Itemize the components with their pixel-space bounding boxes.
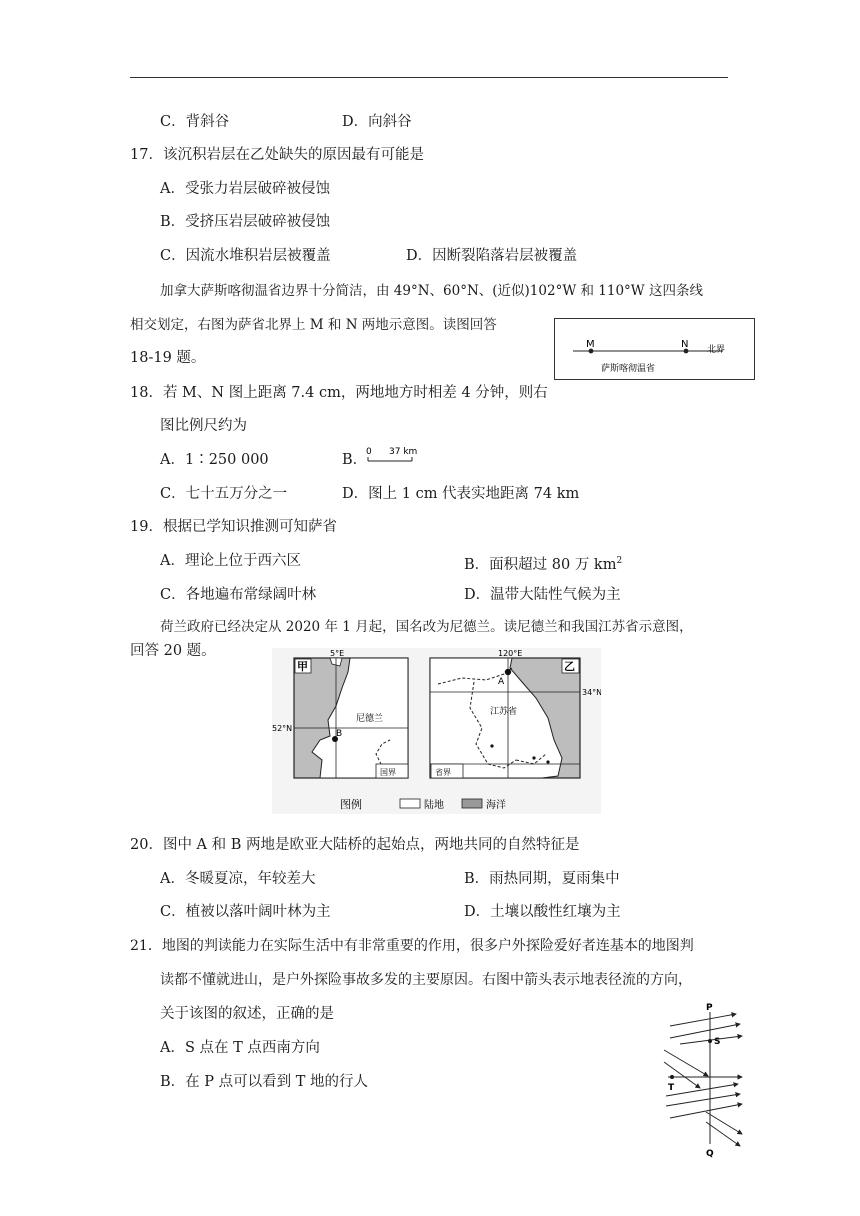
q19-option-c: C．各地遍布常绿阔叶林 — [160, 587, 317, 603]
q18-stem-line2: 图比例尺约为 — [160, 418, 247, 434]
runoff-arrows — [664, 1014, 742, 1146]
q17-option-b: B．受挤压岩层破碎被侵蚀 — [160, 214, 331, 230]
q21-option-b: B．在 P 点可以看到 T 地的行人 — [160, 1074, 369, 1090]
q21-option-a: A．S 点在 T 点西南方向 — [160, 1040, 320, 1056]
point-a-marker — [505, 669, 511, 675]
left-map-longitude: 5°E — [330, 649, 345, 658]
q17-option-d: D．因断裂陷落岩层被覆盖 — [406, 248, 578, 264]
left-map-legend-border: 国界 — [380, 768, 396, 777]
maps-figure — [272, 648, 601, 814]
intro18-line3: 18-19 题。 — [130, 350, 206, 366]
point-p-label: P — [706, 1003, 713, 1013]
runoff-arrow-figure — [656, 1000, 760, 1160]
q18-option-d: D．图上 1 cm 代表实地距离 74 km — [342, 486, 580, 502]
intro20-line2: 回答 20 题。 — [130, 643, 216, 659]
q19-stem: 19．根据已学知识推测可知萨省 — [130, 519, 337, 535]
intro18-line2: 相交划定，右图为萨省北界上 M 和 N 两地示意图。读图回答 — [130, 317, 497, 333]
legend-land-swatch — [400, 799, 420, 808]
left-map-latitude: 52°N — [272, 724, 293, 733]
q20-stem: 20．图中 A 和 B 两地是欧亚大陆桥的起始点，两地共同的自然特征是 — [130, 837, 580, 853]
q20-option-b: B．雨热同期，夏雨集中 — [464, 871, 620, 887]
intro18-line1: 加拿大萨斯喀彻温省边界十分简洁，由 49°N、60°N、(近似)102°W 和 110°W 这四条线 — [160, 283, 703, 299]
q19-option-d: D．温带大陆性气候为主 — [464, 587, 621, 603]
q19-option-a: A．理论上位于西六区 — [160, 553, 301, 569]
right-map-longitude: 120°E — [498, 649, 523, 658]
q20-option-d: D．土壤以酸性红壤为主 — [464, 904, 621, 920]
point-t-label: T — [668, 1083, 675, 1093]
legend-title: 图例 — [340, 798, 362, 811]
q18-option-b: B． — [342, 452, 368, 468]
maps-svg — [272, 648, 601, 814]
left-map-country: 尼德兰 — [356, 714, 384, 724]
q18-option-a: A．1∶250 000 — [160, 452, 269, 468]
q21-stem-line2: 读都不懂就进山，是户外探险事故多发的主要原因。右图中箭头表示地表径流的方向， — [160, 972, 692, 988]
right-map-province: 江苏省 — [490, 707, 518, 717]
right-map-latitude: 34°N — [582, 688, 601, 697]
right-map-tag: 乙 — [564, 660, 575, 673]
right-map-legend-border: 省界 — [435, 768, 451, 777]
q16-option-c: C．背斜谷 — [160, 114, 230, 130]
n-label: N — [681, 339, 689, 350]
legend-sea: 海洋 — [486, 800, 506, 811]
q20-option-a: A．冬暖夏凉，年较差大 — [160, 871, 316, 887]
city-dot — [532, 756, 535, 759]
scale-value: 37 km — [389, 447, 418, 457]
q18-option-c: C．七十五万分之一 — [160, 486, 288, 502]
q21-stem-line3: 关于该图的叙述，正确的是 — [160, 1006, 334, 1022]
legend-sea-swatch — [462, 799, 482, 808]
q17-option-a: A．受张力岩层破碎被侵蚀 — [160, 181, 330, 197]
q17-stem: 17．该沉积岩层在乙处缺失的原因最有可能是 — [130, 147, 424, 163]
q18-scale-bar — [364, 444, 422, 466]
q17-option-c: C．因流水堆积岩层被覆盖 — [160, 248, 331, 264]
north-border-label: 北界 — [707, 345, 726, 355]
header-rule — [130, 77, 728, 78]
q21-stem-line1: 21．地图的判读能力在实际生活中有非常重要的作用，很多户外探险爱好者连基本的地图判 — [130, 938, 694, 954]
province-label: 萨斯喀彻温省 — [601, 364, 656, 374]
q18-stem-line1: 18．若 M、N 图上距离 7.4 cm，两地地方时相差 4 分钟，则右 — [130, 385, 548, 401]
m-label: M — [586, 339, 595, 350]
point-s-label: S — [714, 1037, 721, 1047]
q19-option-b-sup: 2 — [616, 556, 623, 566]
q19-option-b-text: B．面积超过 80 万 km — [464, 556, 617, 573]
scale-zero: 0 — [366, 447, 372, 457]
intro20-line1: 荷兰政府已经决定从 2020 年 1 月起，国名改为尼德兰。读尼德兰和我国江苏省示意图， — [160, 619, 693, 635]
point-q-label: Q — [706, 1149, 714, 1159]
right-map-point-a: A — [498, 677, 505, 687]
legend-land: 陆地 — [424, 800, 444, 811]
mn-figure-svg — [555, 319, 754, 379]
q19-option-b — [464, 552, 622, 574]
q20-option-c: C．植被以落叶阔叶林为主 — [160, 904, 331, 920]
left-map-tag: 甲 — [297, 660, 308, 673]
q16-option-d: D．向斜谷 — [342, 114, 412, 130]
city-dot — [546, 760, 549, 763]
city-dot — [490, 744, 493, 747]
left-map-point-b: B — [336, 729, 343, 739]
mn-figure — [554, 318, 755, 380]
